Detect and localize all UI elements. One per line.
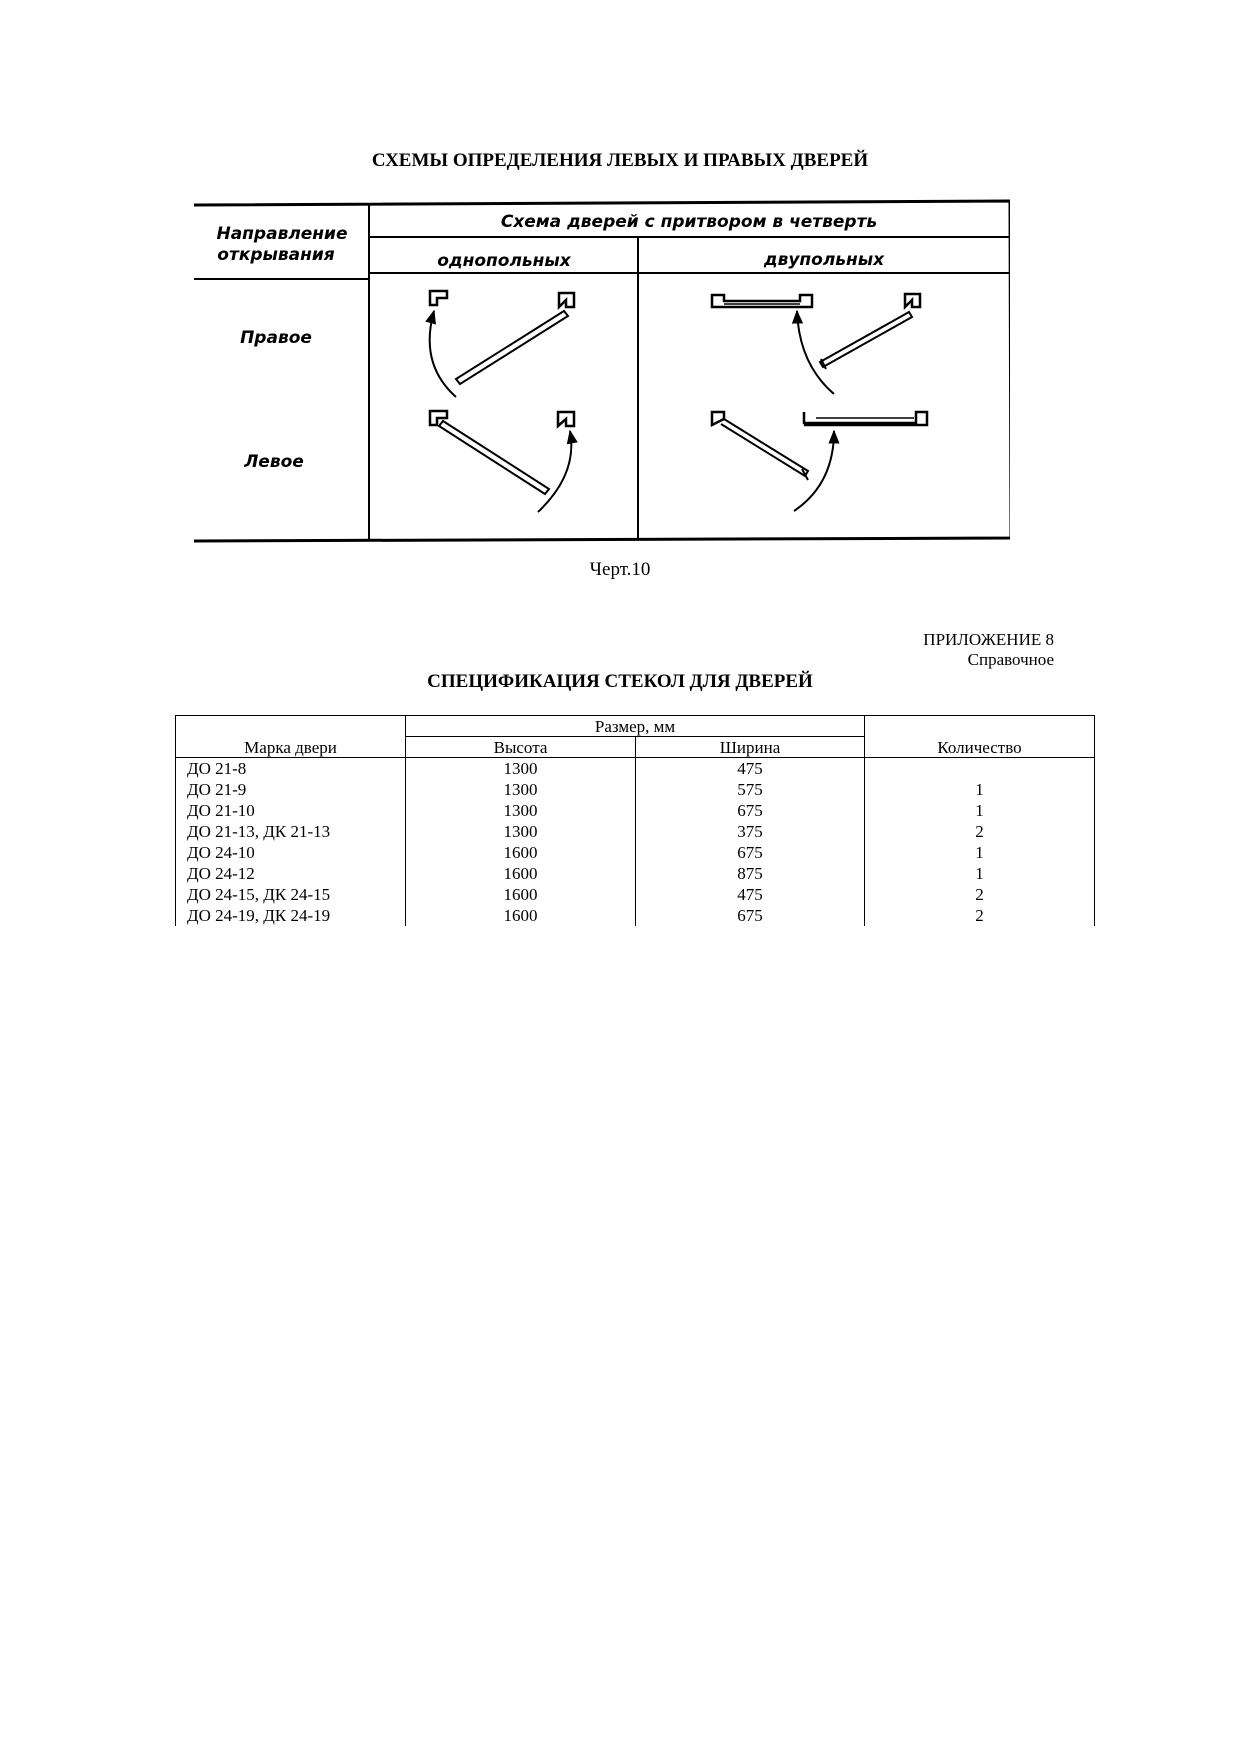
cell-height: 1300: [406, 779, 636, 800]
cell-width: 375: [636, 821, 865, 842]
spec-heading: СПЕЦИФИКАЦИЯ СТЕКОЛ ДЛЯ ДВЕРЕЙ: [427, 671, 813, 692]
table-row: [176, 779, 1095, 800]
cell-width: 875: [636, 863, 865, 884]
col-width-header: Ширина: [636, 737, 865, 758]
cell-qty: 2: [865, 905, 1095, 926]
cell-height: 1600: [406, 884, 636, 905]
cell-height: 1300: [406, 800, 636, 821]
cell-mark: ДО 21-13, ДК 21-13: [176, 821, 406, 842]
cell-qty: [865, 758, 1095, 780]
col-direction-line2: открывания: [217, 245, 335, 265]
table-row: [176, 884, 1095, 905]
cell-width: 475: [636, 758, 865, 780]
cell-qty: 1: [865, 800, 1095, 821]
table-row: [176, 800, 1095, 821]
cell-mark: ДО 24-10: [176, 842, 406, 863]
door-scheme-figure: [194, 199, 1010, 545]
cell-width: 675: [636, 905, 865, 926]
col-height-header: Высота: [406, 737, 636, 758]
table-row: [176, 863, 1095, 884]
glass-spec-table: [175, 715, 1095, 926]
cell-qty: 1: [865, 779, 1095, 800]
cell-qty: 1: [865, 842, 1095, 863]
cell-mark: ДО 24-15, ДК 24-15: [176, 884, 406, 905]
figure-caption: Черт.10: [589, 559, 651, 580]
cell-height: 1600: [406, 842, 636, 863]
col-qty-header: Количество: [865, 716, 1095, 758]
table-row: [176, 842, 1095, 863]
row-left-label: Левое: [244, 452, 304, 472]
table-row: [176, 758, 1095, 780]
cell-mark: ДО 21-8: [176, 758, 406, 780]
col-scheme-label: Схема дверей с притвором в четверть: [500, 212, 878, 232]
cell-height: 1600: [406, 863, 636, 884]
cell-width: 675: [636, 842, 865, 863]
cell-width: 675: [636, 800, 865, 821]
cell-qty: 2: [865, 821, 1095, 842]
cell-height: 1300: [406, 758, 636, 780]
col-double-label: двупольных: [763, 250, 885, 270]
double-left-door-diagram: [712, 412, 927, 511]
cell-qty: 2: [865, 884, 1095, 905]
cell-width: 475: [636, 884, 865, 905]
single-right-door-diagram: [430, 291, 574, 397]
cell-height: 1600: [406, 905, 636, 926]
double-right-door-diagram: [712, 294, 920, 394]
cell-width: 575: [636, 779, 865, 800]
scheme-heading: СХЕМЫ ОПРЕДЕЛЕНИЯ ЛЕВЫХ И ПРАВЫХ ДВЕРЕЙ: [371, 150, 869, 171]
row-right-label: Правое: [240, 328, 312, 348]
col-size-header: Размер, мм: [406, 716, 865, 737]
appendix-block: [923, 630, 1054, 670]
cell-mark: ДО 24-12: [176, 863, 406, 884]
cell-mark: ДО 24-19, ДК 24-19: [176, 905, 406, 926]
single-left-door-diagram: [430, 411, 574, 512]
col-direction-line1: Направление: [216, 224, 348, 244]
col-single-label: однопольных: [437, 251, 571, 271]
cell-mark: ДО 21-10: [176, 800, 406, 821]
cell-mark: ДО 21-9: [176, 779, 406, 800]
cell-qty: 1: [865, 863, 1095, 884]
table-row: [176, 821, 1095, 842]
col-mark-header: Марка двери: [176, 716, 406, 758]
appendix-label: ПРИЛОЖЕНИЕ 8: [923, 630, 1054, 649]
cell-height: 1300: [406, 821, 636, 842]
appendix-note: Справочное: [967, 650, 1054, 669]
table-row: [176, 905, 1095, 926]
